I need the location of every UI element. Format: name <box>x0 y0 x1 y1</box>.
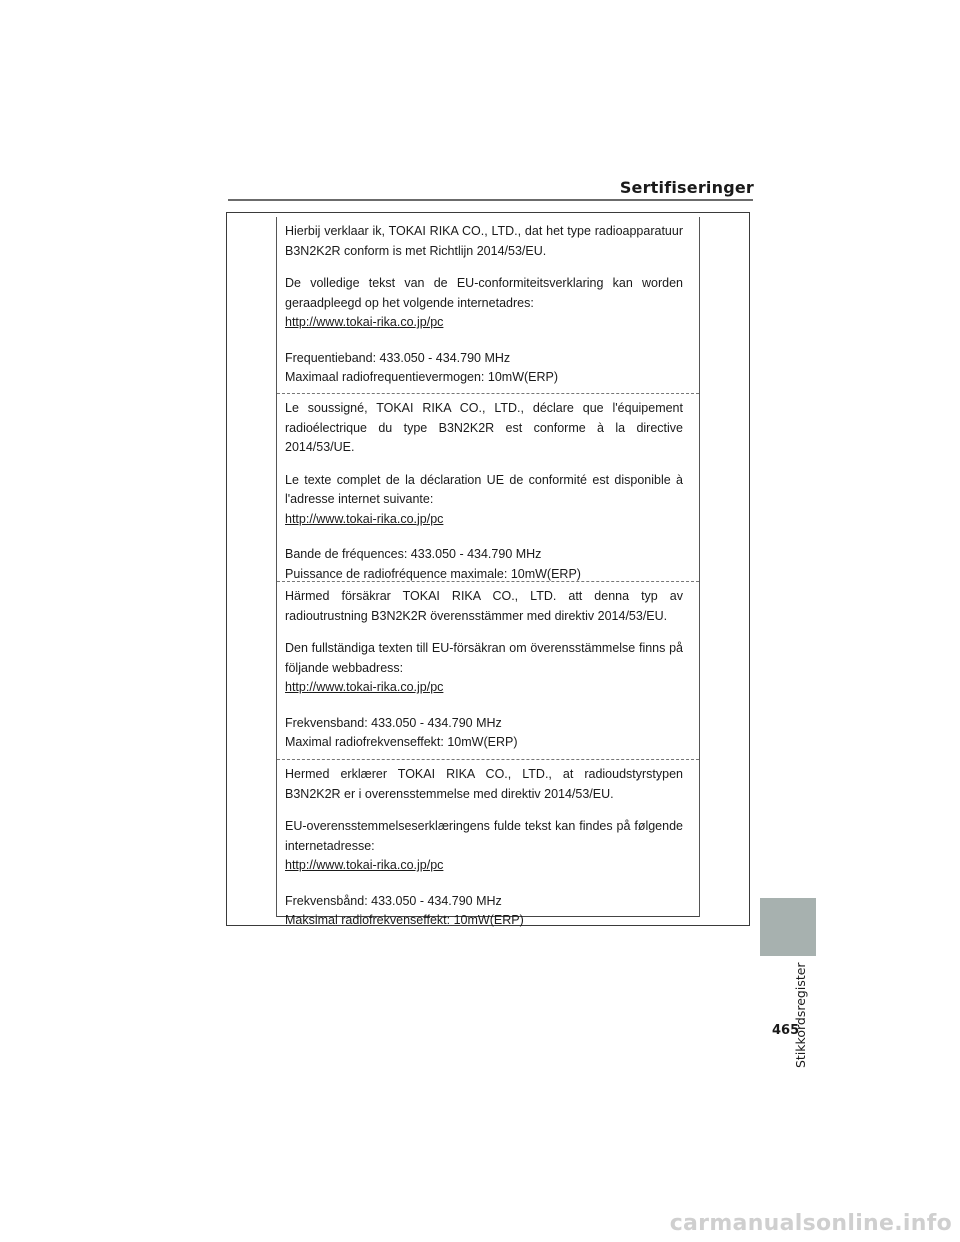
frequency-band: Frequentieband: 433.050 - 434.790 MHz <box>285 350 511 365</box>
max-power: Maximaal radiofrequentievermogen: 10mW(ERP) <box>285 370 559 384</box>
page-number: 465 <box>772 1023 800 1038</box>
declaration-danish <box>277 760 699 927</box>
declaration-text: Härmed försäkrar TOKAI RIKA CO., LTD. att denna typ av radioutrustning B3N2K2R överensstämmer med direktiv 2014/53/EU. <box>285 589 683 623</box>
frequency-band: Frekvensband: 433.050 - 434.790 MHz <box>285 715 502 730</box>
scanned-declaration <box>276 217 700 927</box>
declaration-link[interactable]: http://www.tokai-rika.co.jp/pc <box>285 315 444 329</box>
declaration-text: Hierbij verklaar ik, TOKAI RIKA CO., LTD., dat het type radioapparatuur B3N2K2R conform is met Richtlijn 2014/53/EU. <box>285 224 683 258</box>
header-divider <box>228 199 753 201</box>
declaration-swedish <box>277 582 699 760</box>
declaration-link[interactable]: http://www.tokai-rika.co.jp/pc <box>285 511 444 526</box>
chapter-tab <box>760 898 816 956</box>
section-title: Sertifiseringer <box>619 178 754 197</box>
declaration-dutch <box>277 217 699 394</box>
declaration-french <box>277 394 699 582</box>
chapter-label: Stikkordsregister <box>793 962 808 1068</box>
declaration-text: Hermed erklærer TOKAI RIKA CO., LTD., at radioudstyrstypen B3N2K2R er i overensstemmelse med direktiv 2014/53/EU. <box>285 767 683 801</box>
frequency-band: Frekvensbånd: 433.050 - 434.790 MHz <box>285 893 502 908</box>
full-text-info: Den fullständiga texten till EU-försäkran om överensstämmelse finns på följande webbadress: <box>285 641 683 675</box>
full-text-info: EU-overensstemmelseserklæringens fulde tekst kan findes på følgende internetadresse: <box>285 819 683 853</box>
declaration-text: Le soussigné, TOKAI RIKA CO., LTD., déclare que l'équipement radioélectrique du type B3N2K2R est conforme à la directive 2014/53/UE. <box>285 401 683 454</box>
max-power: Maximal radiofrekvenseffekt: 10mW(ERP) <box>285 735 518 749</box>
max-power: Maksimal radiofrekvenseffekt: 10mW(ERP) <box>285 913 524 927</box>
max-power: Puissance de radiofréquence maximale: 10mW(ERP) <box>285 566 581 581</box>
declaration-link[interactable]: http://www.tokai-rika.co.jp/pc <box>285 858 444 872</box>
declaration-link[interactable]: http://www.tokai-rika.co.jp/pc <box>285 680 444 694</box>
frequency-band: Bande de fréquences: 433.050 - 434.790 MHz <box>285 547 542 561</box>
full-text-info: De volledige tekst van de EU-conformiteitsverklaring kan worden geraadpleegd op het volgende internetadres: <box>285 276 683 310</box>
watermark: carmanualsonline.info <box>669 1211 952 1236</box>
full-text-info: Le texte complet de la déclaration UE de conformité est disponible à l'adresse internet suivante: <box>285 472 683 506</box>
